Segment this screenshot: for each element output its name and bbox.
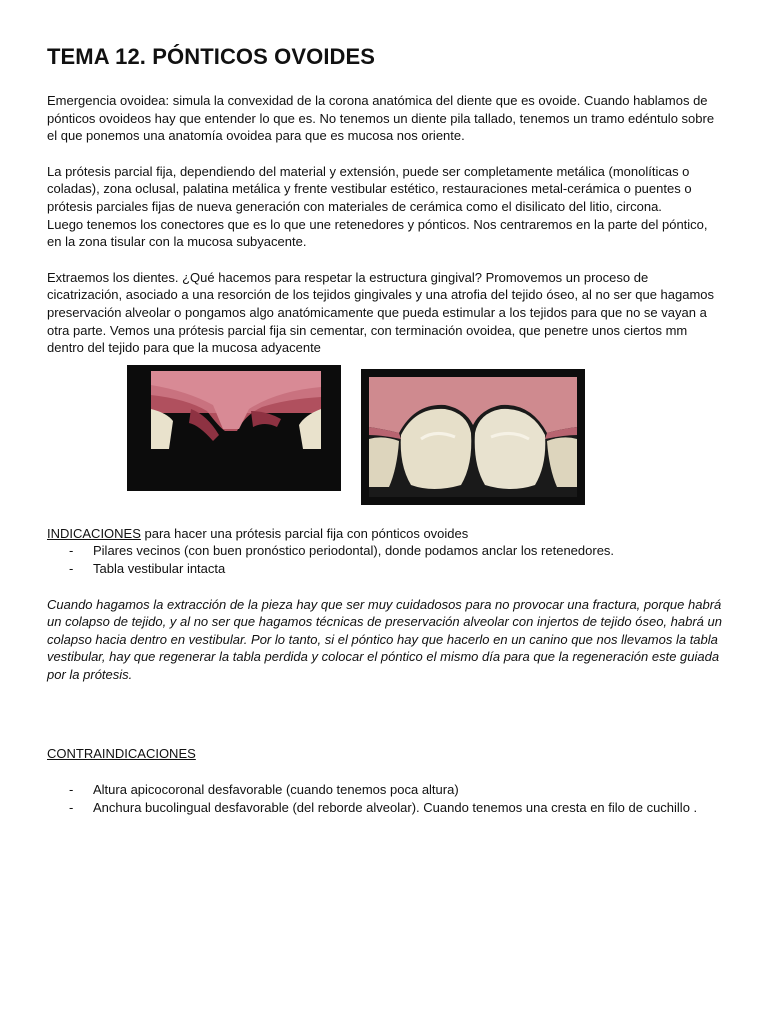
crowns-photo-illustration <box>361 369 585 505</box>
paragraph-extraccion-italic: Cuando hagamos la extracción de la pieza hay que ser muy cuidadosos para no provocar una fractura, porque habrá un colapso de tejido, y al no ser que hagamos técnicas de preservación alveolar con injertos de tejido óseo, habrá un colapso hacia dentro en vestibular. Por lo tanto, si el póntico hay que hacerlo en un canino que nos llevamos la tabla vestibular, hay que regenerar la tabla perdida y colocar el póntico el mismo día para que la regeneración este guiada por la prótesis. <box>47 596 722 682</box>
contraindicaciones-heading: CONTRAINDICACIONES <box>47 746 196 762</box>
photo-gingiva-ovoid-sites <box>127 365 341 491</box>
paragraph-emergencia: Emergencia ovoidea: simula la convexidad de la corona anatómica del diente que es ovoide. Cuando hablamos de pónticos ovoideos hay que entender lo que es. No tenemos un diente pila tallado, tenemos un tramo edéntulo sobre el que ponemos una anatomía ovoidea para que es mucosa nos oriente. <box>47 93 715 144</box>
indicaciones-list <box>47 542 723 577</box>
paragraph-protesis: La prótesis parcial fija, dependiendo del material y extensión, puede ser completamente metálica (monolíticas o coladas), zona oclusal, palatina metálica y frente vestibular estético, restauraciones metal-cerámica o puentes o prótesis parciales fijas de nueva generación con materiales de cerámica como el disilicato del litio, circona. <box>47 163 692 214</box>
indicaciones-heading: INDICACIONES <box>47 525 141 541</box>
figure-row <box>47 365 723 525</box>
indicaciones-heading-rest: para hacer una prótesis parcial fija con pónticos ovoides <box>140 525 469 541</box>
document-title: TEMA 12. PÓNTICOS OVOIDES <box>47 44 376 69</box>
list-item: - Pilares vecinos (con buen pronóstico periodontal), donde podamos anclar los retenedores. <box>47 542 723 560</box>
list-item: - Anchura bucolingual desfavorable (del reborde alveolar). Cuando tenemos una cresta en filo de cuchillo . <box>47 799 723 817</box>
photo-bridge-crowns <box>361 369 585 505</box>
list-item: - Altura apicocoronal desfavorable (cuando tenemos poca altura) <box>47 781 723 799</box>
list-item: - Tabla vestibular intacta <box>47 560 723 578</box>
contraindicaciones-list <box>47 781 723 816</box>
paragraph-conectores: Luego tenemos los conectores que es lo que une retenedores y pónticos. Nos centraremos en la parte del póntico, en la zona tisular con la mucosa subyacente. <box>47 216 708 250</box>
contraindicaciones-heading-line <box>47 745 723 763</box>
paragraph-extraemos: Extraemos los dientes. ¿Qué hacemos para respetar la estructura gingival? Promovemos un proceso de cicatrización, asociado a una resorción de los tejidos gingivales y una atrofia del tejido óseo, al no ser que hagamos preservación alveolar o pongamos algo anatómicamente que pueda estimular a los tejidos para que no se vayan a otra parte. Vemos una prótesis parcial fija sin cementar, con terminación ovoidea, que penetre unos ciertos mm dentro del tejido para que la mucosa adyacente <box>47 269 715 356</box>
indicaciones-heading-line <box>47 525 723 543</box>
gingiva-photo-illustration <box>127 365 341 491</box>
document-page <box>47 44 723 816</box>
